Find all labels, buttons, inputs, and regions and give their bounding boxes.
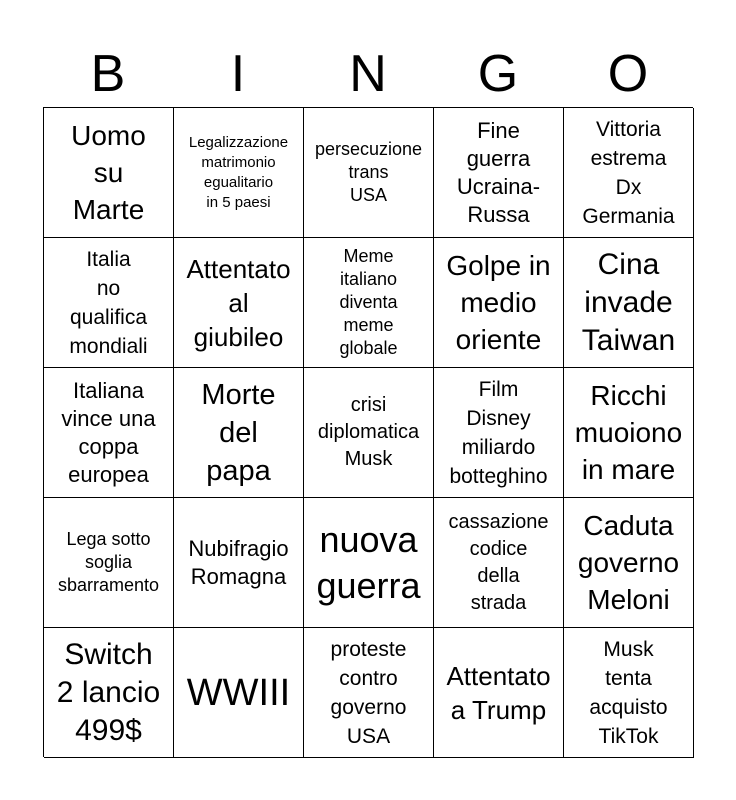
bingo-cell-r2-c3[interactable] [304,238,434,368]
bingo-cell-r4-c5[interactable] [564,498,694,628]
cell-text: Italiana vince una coppa europea [61,377,156,487]
cell-text: WWIII [186,671,291,714]
cell-text: Fine guerra Ucraina- Russa [456,117,541,227]
cell-text: crisi diplomatica Musk [317,394,420,470]
cell-text: Golpe in medio oriente [446,250,551,355]
bingo-cell-r5-c4[interactable] [434,628,564,758]
header-letter-n: N [349,45,387,103]
bingo-cell-r1-c2[interactable] [174,108,304,238]
bingo-cell-r3-c2[interactable] [174,368,304,498]
bingo-cell-r3-c4[interactable] [434,368,564,498]
header-letter-g: G [477,45,519,103]
cell-text: nuova guerra [316,518,421,606]
header-letter-o: O [607,45,649,103]
bingo-header [43,40,693,108]
bingo-cell-r2-c2[interactable] [174,238,304,368]
bingo-cell-r1-c1[interactable] [44,108,174,238]
bingo-cell-r1-c5[interactable] [564,108,694,238]
cell-text: Vittoria estrema Dx Germania [582,117,675,228]
cell-text: Switch 2 lancio 499$ [56,637,161,747]
cell-text: Ricchi muoiono in mare [574,380,683,485]
cell-text: Film Disney miliardo botteghino [449,377,548,488]
cell-text: persecuzione trans USA [314,139,423,205]
cell-text: Uomo su Marte [71,120,146,225]
cell-text: Italia no qualifica mondiali [69,247,148,358]
bingo-cell-r4-c4[interactable] [434,498,564,628]
cell-text: Legalizzazione matrimonio egualitario in 5 paesi [188,133,289,211]
cell-text: Cina invade Taiwan [581,247,676,357]
header-letter-b: B [90,45,126,103]
bingo-cell-r4-c1[interactable] [44,498,174,628]
bingo-cell-r2-c4[interactable] [434,238,564,368]
bingo-board [43,107,693,757]
cell-text: Lega sotto soglia sbarramento [57,529,160,595]
bingo-cell-r5-c2[interactable] [174,628,304,758]
bingo-cell-r2-c1[interactable] [44,238,174,368]
bingo-cell-r3-c1[interactable] [44,368,174,498]
cell-text: Morte del papa [201,378,276,487]
cell-text: proteste contro governo USA [330,637,407,748]
cell-text: Meme italiano diventa meme globale [339,246,398,358]
cell-text: Caduta governo Meloni [577,510,680,615]
bingo-cell-r3-c5[interactable] [564,368,694,498]
cell-text: Attentato al giubileo [186,253,291,352]
bingo-cell-r5-c3[interactable] [304,628,434,758]
bingo-cell-r1-c3[interactable] [304,108,434,238]
bingo-cell-r2-c5[interactable] [564,238,694,368]
cell-text: Attentato a Trump [446,660,551,725]
bingo-cell-r1-c4[interactable] [434,108,564,238]
bingo-cell-r4-c3[interactable] [304,498,434,628]
bingo-cell-r4-c2[interactable] [174,498,304,628]
bingo-cell-r5-c1[interactable] [44,628,174,758]
cell-text: cassazione codice della strada [448,510,549,614]
cell-text: Musk tenta acquisto TikTok [589,637,668,748]
header-letter-i: I [230,45,246,103]
bingo-cell-r5-c5[interactable] [564,628,694,758]
cell-text: Nubifragio Romagna [188,535,289,589]
bingo-cell-r3-c3[interactable] [304,368,434,498]
